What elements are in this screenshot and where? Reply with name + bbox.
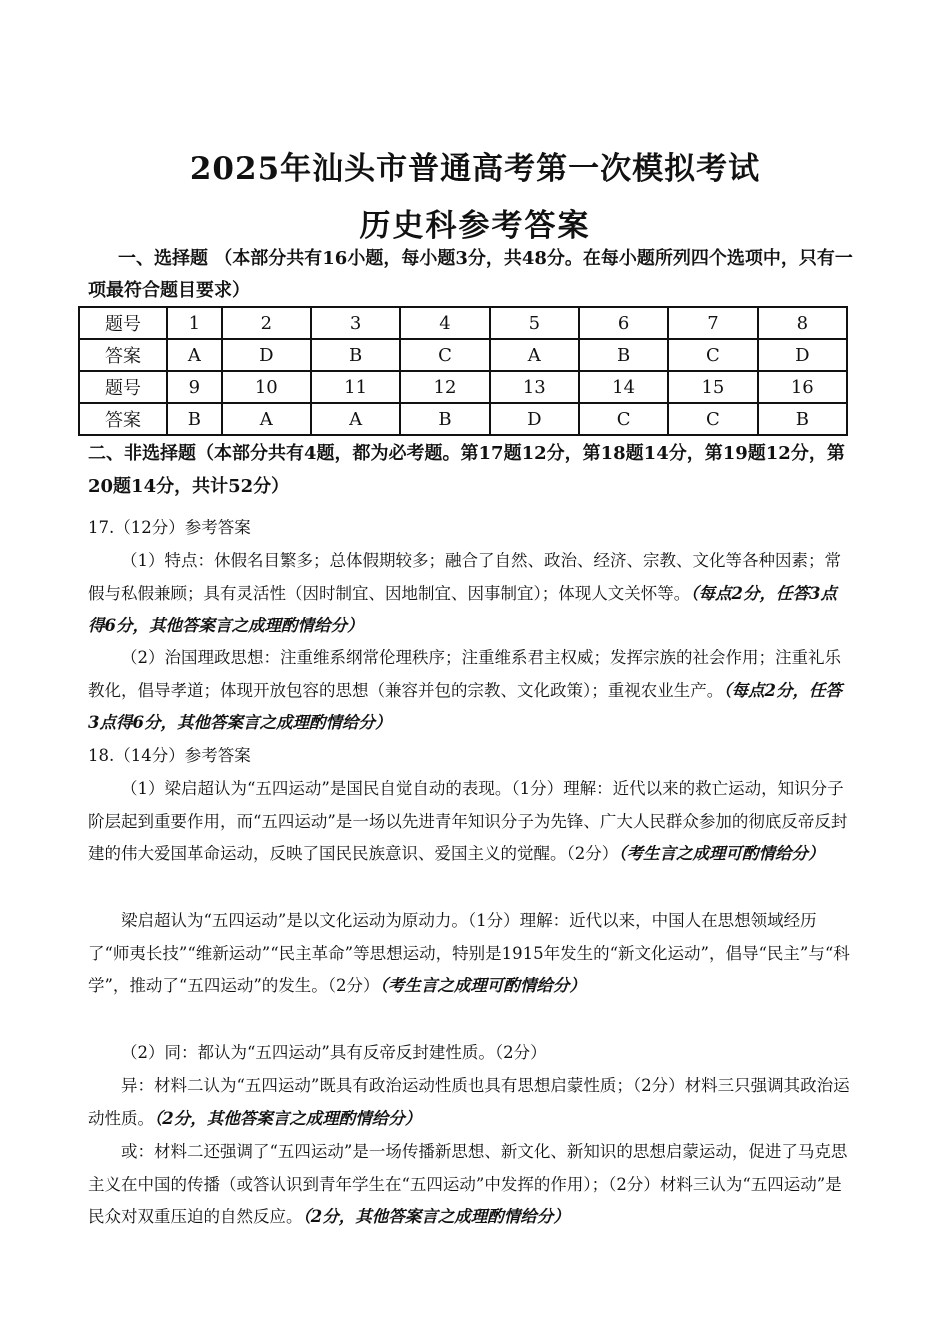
q18-answer-part2-diff	[88, 1070, 850, 1135]
q18-answer-part2-alt	[88, 1136, 850, 1234]
table-row-label: 题号	[79, 307, 167, 339]
table-cell: 13	[490, 371, 579, 403]
q18-answer-part1	[88, 773, 850, 871]
table-cell: 10	[222, 371, 311, 403]
section1-heading: 一、选择题 （本部分共有16小题，每小题3分，共48分。在每小题所列四个选项中，只有一项最符合题目要求）	[88, 248, 853, 301]
table-cell: 5	[490, 307, 579, 339]
table-cell: 16	[758, 371, 847, 403]
table-row	[79, 307, 847, 339]
table-cell: C	[668, 339, 757, 371]
answer-text: 异：材料二认为“五四运动”既具有政治运动性质也具有思想启蒙性质；（2分）材料三只强调其政治运动性质。	[88, 1076, 850, 1128]
table-row-label: 答案	[79, 403, 167, 435]
answer-text: （2）治国理政思想：注重维系纲常伦理秩序；注重维系君主权威；发挥宗族的社会作用；注重礼乐教化，倡导孝道；体现开放包容的思想（兼容并包的宗教、文化政策）；重视农业生产。	[88, 648, 841, 700]
table-cell: 6	[579, 307, 668, 339]
table-cell: 8	[758, 307, 847, 339]
table-cell: D	[490, 403, 579, 435]
table-cell: B	[311, 339, 400, 371]
exam-title: 2025年汕头市普通高考第一次模拟考试	[189, 151, 761, 187]
table-cell: A	[311, 403, 400, 435]
table-cell: A	[167, 339, 222, 371]
table-cell: C	[579, 403, 668, 435]
section2-heading: 二、非选择题（本部分共有4题，都为必考题。第17题12分，第18题14分，第19题12分，第20题14分，共计52分）	[88, 443, 845, 497]
exam-subtitle: 历史科参考答案	[359, 208, 591, 244]
table-cell: B	[167, 403, 222, 435]
table-row	[79, 339, 847, 371]
q18-answer-part2	[88, 1037, 850, 1070]
scoring-note: （考生言之成理可酌情给分）	[618, 844, 825, 863]
q18-answer-part1b	[88, 905, 850, 1003]
table-cell: D	[758, 339, 847, 371]
table-cell: 4	[400, 307, 489, 339]
table-cell: B	[579, 339, 668, 371]
table-row	[79, 371, 847, 403]
q17-heading: 17.（12分）参考答案	[88, 518, 251, 537]
table-cell: 12	[400, 371, 489, 403]
table-cell: 11	[311, 371, 400, 403]
scoring-note: （每点2分，任答3点得6分，其他答案言之成理酌情给分）	[88, 583, 837, 635]
answer-text: （1）特点：休假名目繁多；总体假期较多；融合了自然、政治、经济、宗教、文化等各种因素；常假与私假兼顾；具有灵活性（因时制宜、因地制宜、因事制宜）；体现人文关怀等。	[88, 551, 841, 603]
q18-heading: 18.（14分）参考答案	[88, 746, 251, 765]
table-cell: 9	[167, 371, 222, 403]
answer-table	[78, 306, 848, 436]
answer-text: （1）梁启超认为“五四运动”是国民自觉自动的表现。（1分）理解：近代以来的救亡运动，知识分子阶层起到重要作用，而“五四运动”是一场以先进青年知识分子为先锋、广大人民群众参加的彻底反帝反封建的伟大爱国革命运动，反映了国民民族意识、爱国主义的觉醒。（2分）	[88, 779, 848, 863]
answer-text: 梁启超认为“五四运动”是以文化运动为原动力。（1分）理解：近代以来，中国人在思想领域经历了“师夷长技”“维新运动”“民主革命”等思想运动，特别是1915年发生的“新文化运动”，倡导“民主”与“科学”，推动了“五四运动”的发生。（2分）	[88, 911, 850, 995]
table-cell: A	[490, 339, 579, 371]
table-row-label: 题号	[79, 371, 167, 403]
table-cell: A	[222, 403, 311, 435]
table-cell: 14	[579, 371, 668, 403]
table-cell: B	[758, 403, 847, 435]
q17-answer-part2	[88, 642, 850, 740]
q17-answer-part1	[88, 545, 850, 643]
table-cell: 7	[668, 307, 757, 339]
table-cell: 1	[167, 307, 222, 339]
table-cell: B	[400, 403, 489, 435]
table-cell: 3	[311, 307, 400, 339]
table-row-label: 答案	[79, 339, 167, 371]
table-cell: 2	[222, 307, 311, 339]
table-cell: C	[668, 403, 757, 435]
answer-text: 或：材料二还强调了“五四运动”是一场传播新思想、新文化、新知识的思想启蒙运动，促进了马克思主义在中国的传播（或答认识到青年学生在“五四运动”中发挥的作用）；（2分）材料三认为“五四运动”是民众对双重压迫的自然反应。	[88, 1142, 848, 1226]
table-row	[79, 403, 847, 435]
table-cell: 15	[668, 371, 757, 403]
table-cell: C	[400, 339, 489, 371]
answer-text: （2）同：都认为“五四运动”具有反帝反封建性质。（2分）	[121, 1043, 547, 1062]
scoring-note: （考生言之成理可酌情给分）	[379, 976, 586, 995]
scoring-note: （2分，其他答案言之成理酌情给分）	[154, 1108, 422, 1128]
scoring-note: （每点2分，任答3点得6分，其他答案言之成理酌情给分）	[88, 680, 842, 732]
table-cell: D	[222, 339, 311, 371]
scoring-note: （2分，其他答案言之成理酌情给分）	[302, 1207, 570, 1226]
